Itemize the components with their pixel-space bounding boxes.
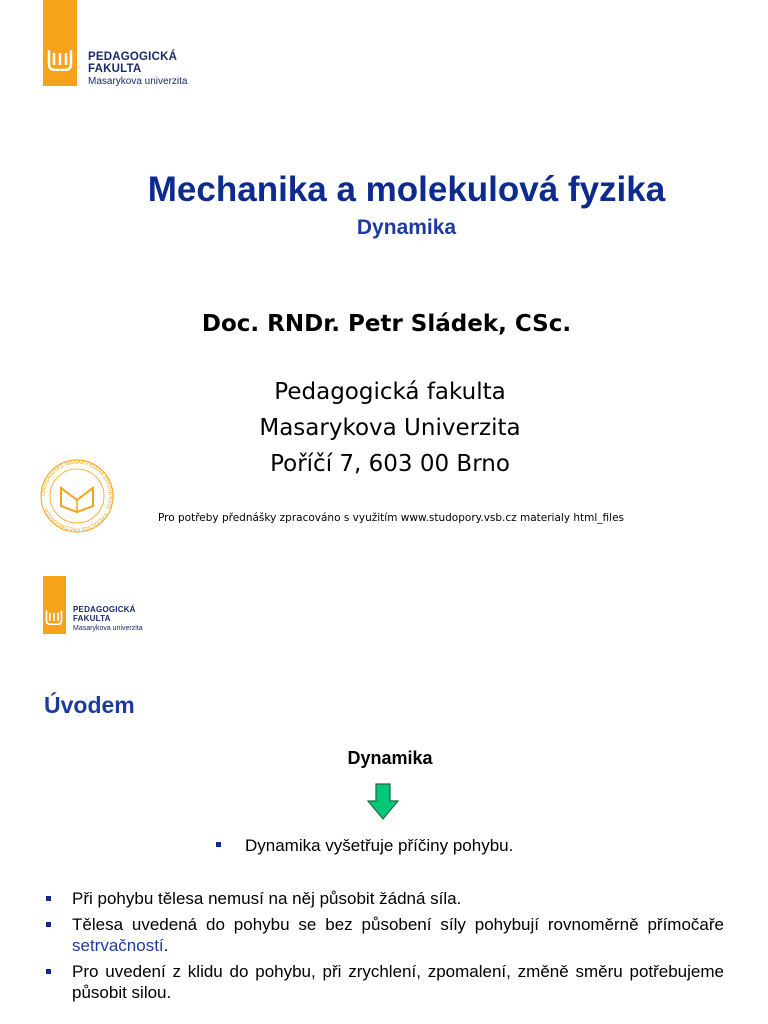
mu-logo-icon-2 (45, 610, 63, 625)
presentation-title: Mechanika a molekulová fyzika (147, 170, 666, 209)
author-name: Doc. RNDr. Petr Sládek, CSc. (201, 311, 572, 337)
intro-slide (0, 570, 768, 1024)
bullet-marker (216, 842, 221, 847)
section-title: Úvodem (44, 692, 135, 718)
down-arrow-icon (366, 783, 400, 821)
logo-line-2: FAKULTA (88, 63, 142, 75)
faculty-logo-text-2 (73, 605, 143, 634)
list-item (44, 888, 724, 909)
faculty-logo-text (88, 51, 187, 89)
bullet-text: Tělesa uvedená do pohybu se bez působení síly pohybují rovnoměrně přímočaře (72, 915, 724, 934)
list-item (44, 961, 724, 1003)
logo2-line-3: Masarykova univerzita (73, 625, 143, 632)
seal-text: UNIVERSITAS MASARYKIANA BRUNENSIS · FACULTAS PAEDAGOGICA (40, 459, 114, 533)
intro-bullet (216, 836, 513, 856)
faculty-logo-mark-2 (43, 576, 66, 634)
bullet-marker (46, 922, 51, 927)
intro-bullet-text: Dynamika vyšetřuje příčiny pohybu. (245, 836, 514, 855)
logo-line-1: PEDAGOGICKÁ (88, 51, 178, 63)
faculty-seal-icon (36, 458, 118, 534)
bullet-marker (46, 969, 51, 974)
mu-logo-icon (47, 49, 73, 71)
bullet-text-end: . (163, 936, 169, 955)
list-item (44, 914, 724, 956)
presentation-subtitle: Dynamika (356, 216, 457, 239)
address-line-2: Masarykova Univerzita (259, 415, 521, 441)
topic-heading: Dynamika (347, 748, 433, 768)
logo2-line-2: FAKULTA (73, 614, 111, 623)
logo-line-3: Masarykova univerzita (88, 76, 188, 87)
address-line-3: Poříčí 7, 603 00 Brno (270, 451, 510, 477)
highlight-term: setrvačností (72, 936, 164, 955)
address-line-1: Pedagogická fakulta (274, 379, 506, 405)
bullet-list (44, 888, 724, 1008)
logo2-line-1: PEDAGOGICKÁ (73, 605, 136, 614)
source-note: Pro potřeby přednášky zpracováno s využitím www.studopory.vsb.cz materialy html_files (158, 512, 625, 524)
faculty-logo-mark (43, 0, 77, 86)
bullet-text: Pro uvedení z klidu do pohybu, při zrychlení, zpomalení, změně směru potřebujeme působit silou. (72, 962, 724, 1002)
bullet-text: Při pohybu tělesa nemusí na něj působit žádná síla. (72, 889, 462, 908)
bullet-marker (46, 896, 51, 901)
